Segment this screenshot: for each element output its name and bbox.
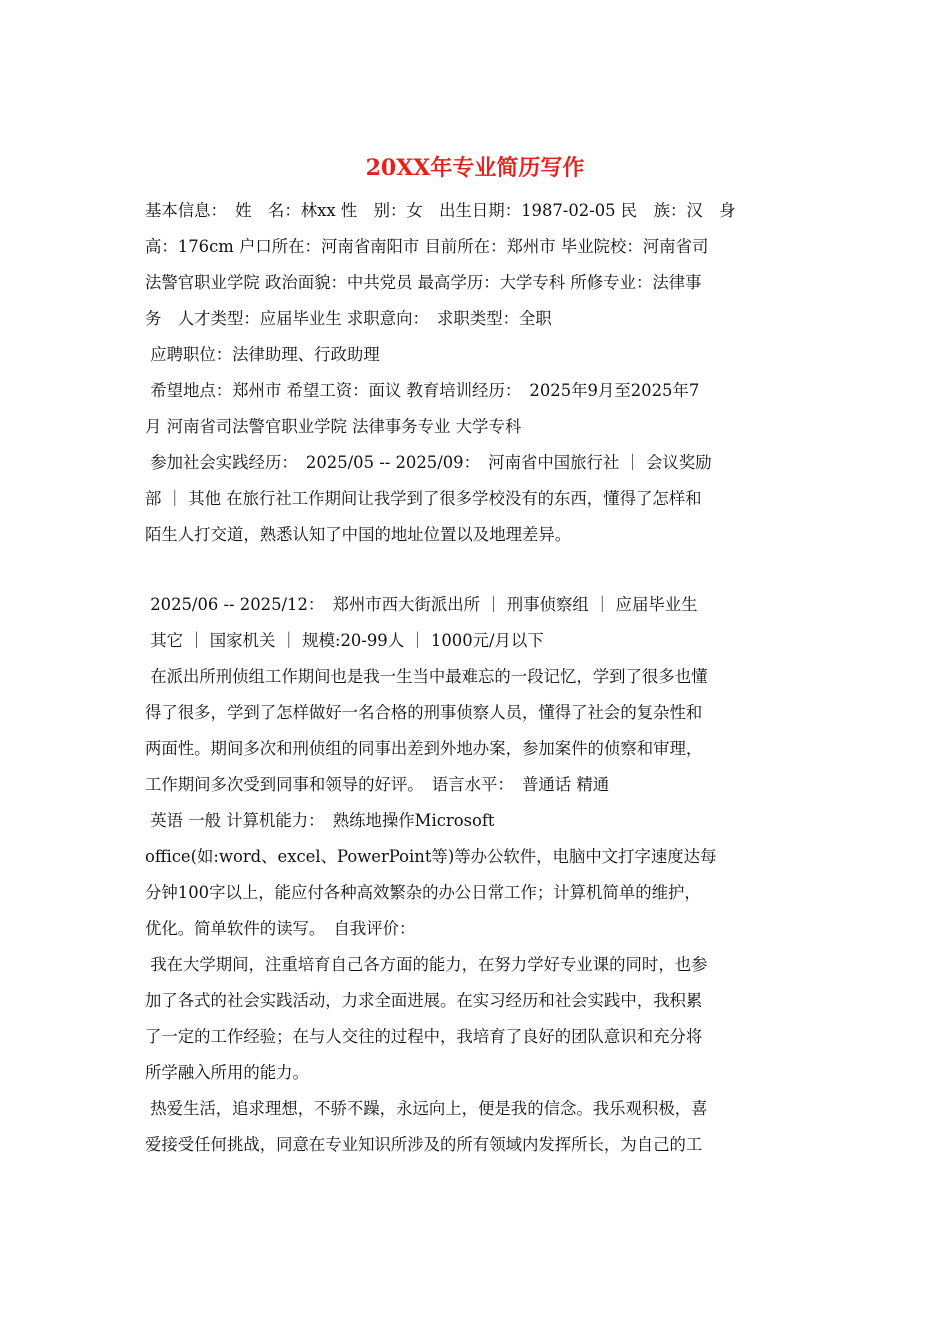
text-line: office(如:word、excel、PowerPoint等)等办公软件，电脑中文打字速度达每 [145, 847, 717, 866]
text-line-basic-info: 基本信息： 姓 名：林xx 性 别：女 出生日期：1987-02-05 民 族：汉 身 [145, 201, 736, 220]
text-line: 部 ｜ 其他 在旅行社工作期间让我学到了很多学校没有的东西，懂得了怎样和 [145, 489, 702, 508]
text-line: 所学融入所用的能力。 [145, 1063, 309, 1082]
text-line: 高：176cm 户口所在：河南省南阳市 目前所在：郑州市 毕业院校：河南省司 [145, 237, 709, 256]
page-title: 20XX年专业简历写作 [365, 155, 585, 181]
text-line-social-practice: 参加社会实践经历： 2025/05 -- 2025/09： 河南省中国旅行社 ｜ 会议奖励 [145, 453, 712, 472]
text-line: 我在大学期间，注重培育自己各方面的能力，在努力学好专业课的同时，也参 [145, 955, 708, 974]
text-line-self-evaluation: 优化。简单软件的读写。 自我评价： [145, 919, 416, 938]
text-line: 陌生人打交道，熟悉认知了中国的地址位置以及地理差异。 [145, 525, 572, 544]
text-line: 务 人才类型：应届毕业生 求职意向： 求职类型：全职 [145, 309, 552, 328]
text-line: 加了各式的社会实践活动，力求全面进展。在实习经历和社会实践中，我积累 [145, 991, 703, 1010]
text-line-computer-skills: 英语 一般 计算机能力： 熟练地操作Microsoft [145, 811, 495, 830]
text-line: 两面性。期间多次和刑侦组的同事出差到外地办案，参加案件的侦察和审理， [145, 739, 703, 758]
text-line: 希望地点：郑州市 希望工资：面议 教育培训经历： 2025年9月至2025年7 [145, 381, 700, 400]
text-line: 应聘职位：法律助理、行政助理 [145, 345, 380, 364]
text-line: 分钟100字以上，能应付各种高效繁杂的办公日常工作；计算机简单的维护， [145, 883, 701, 902]
text-line: 爱接受任何挑战，同意在专业知识所涉及的所有领域内发挥所长，为自己的工 [145, 1135, 703, 1154]
text-line-language: 工作期间多次受到同事和领导的好评。 语言水平： 普通话 精通 [145, 775, 610, 794]
text-line-police-station: 2025/06 -- 2025/12： 郑州市西大街派出所 ｜ 刑事侦察组 ｜ 应届毕业生 [145, 595, 698, 614]
text-line: 了一定的工作经验；在与人交往的过程中，我培育了良好的团队意识和充分将 [145, 1027, 703, 1046]
text-line: 在派出所刑侦组工作期间也是我一生当中最难忘的一段记忆，学到了很多也懂 [145, 667, 708, 686]
text-line: 月 河南省司法警官职业学院 法律事务专业 大学专科 [145, 417, 522, 436]
text-line: 法警官职业学院 政治面貌：中共党员 最高学历：大学专科 所修专业：法律事 [145, 273, 702, 292]
text-line: 其它 ｜ 国家机关 ｜ 规模:20-99人 ｜ 1000元/月以下 [145, 631, 544, 650]
text-line: 热爱生活，追求理想，不骄不躁，永远向上，便是我的信念。我乐观积极，喜 [145, 1099, 708, 1118]
text-line: 得了很多，学到了怎样做好一名合格的刑事侦察人员，懂得了社会的复杂性和 [145, 703, 703, 722]
